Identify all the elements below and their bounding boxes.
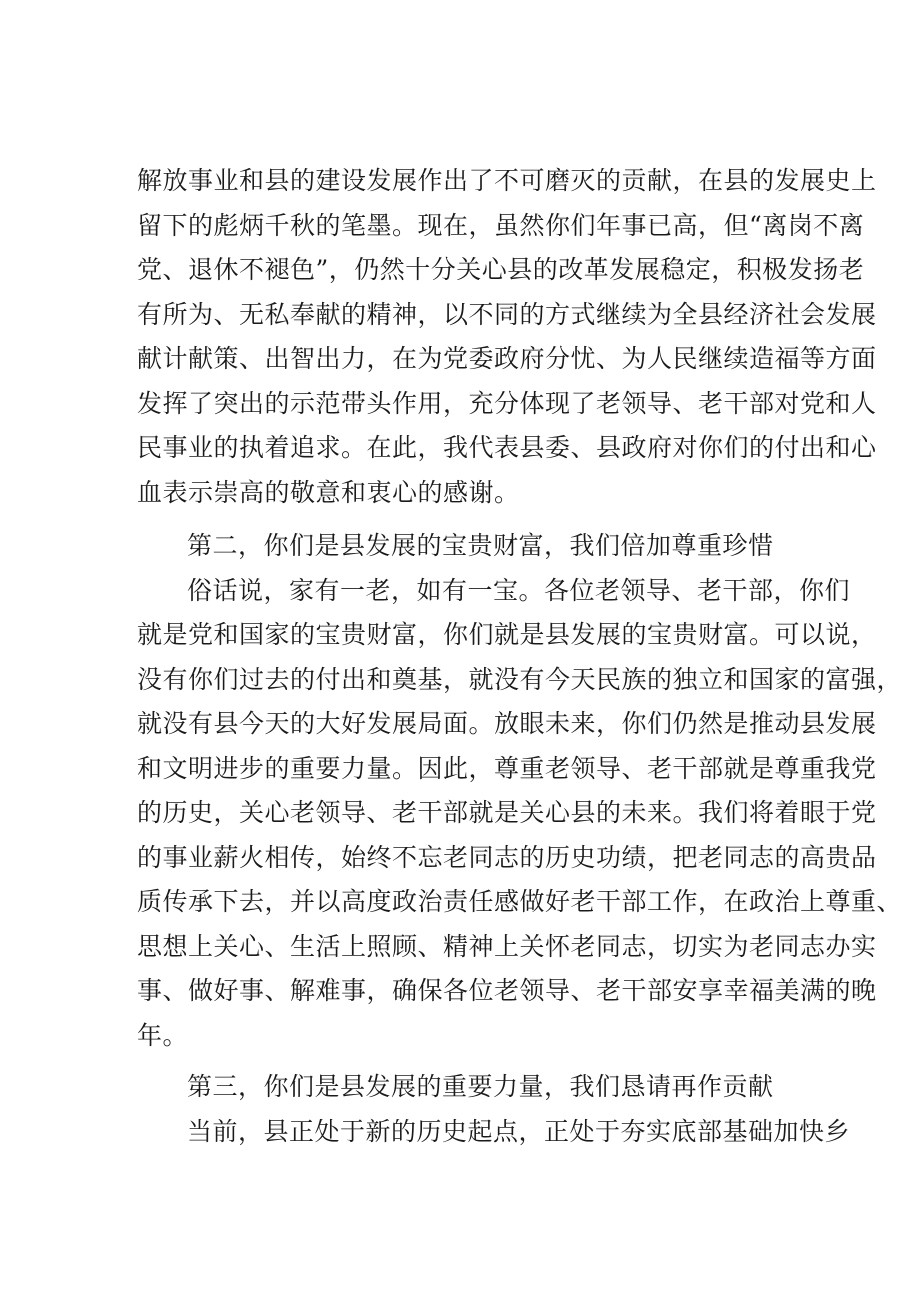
paragraph-1-line-6: 发挥了突出的示范带头作用，充分体现了老领导、老干部对党和人 [137,389,877,418]
paragraph-2-line-5: 和文明进步的重要力量。因此，尊重老领导、老干部就是尊重我党 [137,754,877,783]
section-heading-2: 第二，你们是县发展的宝贵财富，我们倍加尊重珍惜 [187,531,774,560]
paragraph-2-line-1: 俗话说，家有一老，如有一宝。各位老领导、老干部，你们 [187,576,851,605]
paragraph-3-line-1: 当前，县正处于新的历史起点，正处于夯实底部基础加快乡 [187,1117,851,1146]
paragraph-2-line-8: 质传承下去，并以高度政治责任感做好老干部工作，在政治上尊重、 [137,887,903,916]
paragraph-2-line-6: 的历史，关心老领导、老干部就是关心县的未来。我们将着眼于党 [137,798,877,827]
paragraph-1-line-3: 党、退休不褪色”，仍然十分关心县的改革发展稳定，积极发扬老 [137,255,865,284]
paragraph-1-line-7: 民事业的执着追求。在此，我代表县委、县政府对你们的付出和心 [137,433,877,462]
paragraph-1-line-8: 血表示崇高的敬意和衷心的感谢。 [137,478,520,507]
paragraph-2-line-4: 就没有县今天的大好发展局面。放眼未来，你们仍然是推动县发展 [137,709,877,738]
paragraph-2-line-3: 没有你们过去的付出和奠基，就没有今天民族的独立和国家的富强， [137,665,903,694]
paragraph-2-line-7: 的事业薪火相传，始终不忘老同志的历史功绩，把老同志的高贵品 [137,843,877,872]
paragraph-2-line-9: 思想上关心、生活上照顾、精神上关怀老同志，切实为老同志办实 [137,932,877,961]
paragraph-1-line-1: 解放事业和县的建设发展作出了不可磨灭的贡献，在县的发展史上 [137,166,877,195]
paragraph-2-line-10: 事、做好事、解难事，确保各位老领导、老干部安享幸福美满的晚 [137,976,877,1005]
paragraph-1-line-2: 留下的彪炳千秋的笔墨。现在，虽然你们年事已高，但“离岗不离 [137,211,865,240]
paragraph-2-line-2: 就是党和国家的宝贵财富，你们就是县发展的宝贵财富。可以说， [137,620,877,649]
paragraph-2-line-11: 年。 [137,1021,189,1050]
section-heading-3: 第三，你们是县发展的重要力量，我们恳请再作贡献 [187,1072,774,1101]
paragraph-1-line-4: 有所为、无私奉献的精神，以不同的方式继续为全县经济社会发展 [137,300,877,329]
paragraph-1-line-5: 献计献策、出智出力，在为党委政府分忧、为人民继续造福等方面 [137,344,877,373]
